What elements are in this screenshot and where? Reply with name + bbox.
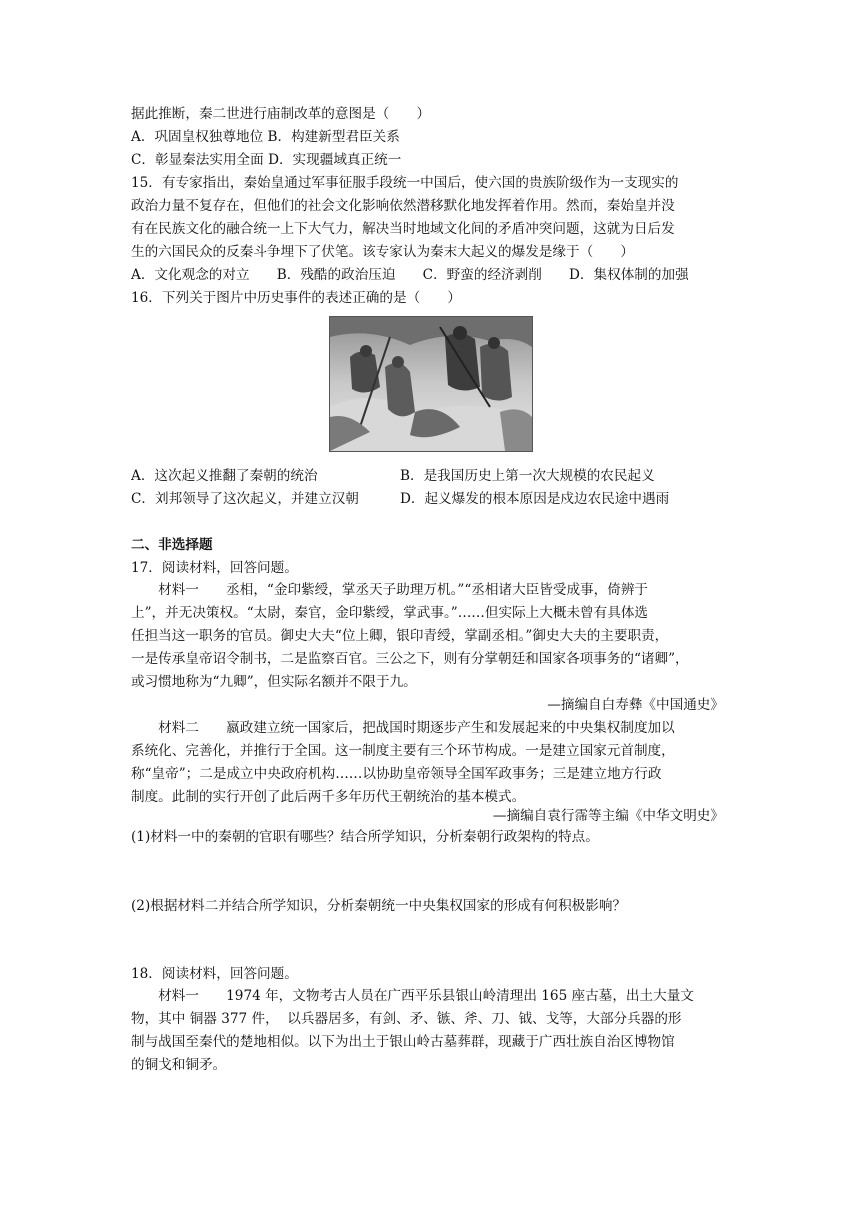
q17-subquestion-2: (2)根据材料二并结合所学知识，分析秦朝统一中央集权国家的形成有何积极影响？ xyxy=(131,898,627,914)
q15-options: A．文化观念的对立 B．残酷的政治压迫 C．野蛮的经济剥削 D．集权体制的加强 xyxy=(131,267,689,283)
material-2-line-1: 材料二 嬴政建立统一国家后，把战国时期逐步产生和发展起来的中央集权制度加以 xyxy=(131,720,675,736)
material-1-line-2: 上”，并无决策权。“太尉，秦官，金印紫绶，掌武事。”……但实际上大概未曾有具体选 xyxy=(131,605,649,621)
q16-option-a: A．这次起义推翻了秦朝的统治 xyxy=(131,468,318,484)
material-1-source: —摘编自白寿彝《中国通史》 xyxy=(547,697,724,713)
q15-line-1: 15．有专家指出，秦始皇通过军事征服手段统一中国后，使六国的贵族阶级作为一支现实的 xyxy=(131,175,679,191)
q17-stem: 17．阅读材料，回答问题。 xyxy=(131,560,298,576)
material-2-source: —摘编自袁行霈等主编《中华文明史》 xyxy=(492,808,724,824)
l1: 据此推断，秦二世进行庙制改革的意图是（ ） xyxy=(131,106,431,122)
material-1-line-4: 一是传承皇帝诏令制书，二是监察百官。三公之下，则有分掌朝廷和国家各项事务的“诸卿”， xyxy=(131,651,689,667)
q15-line-4: 生的六国民众的反秦斗争埋下了伏笔。该专家认为秦末大起义的爆发是缘于（ ） xyxy=(131,244,634,260)
q17-subquestion-1: (1)材料一中的秦朝的官职有哪些？结合所学知识，分析秦朝行政架构的特点。 xyxy=(131,829,599,845)
material-1-line-5: 或习惯地称为“九卿”，但实际名额并不限于九。 xyxy=(131,674,417,690)
q15-line-3: 有在民族文化的融合统一上下大气力，解决当时地域文化间的矛盾冲突问题，这就为日后发 xyxy=(131,221,675,237)
material-3-line-2: 物，其中 铜器 377 件， 以兵器居多，有剑、矛、镞、斧、刀、钺、戈等，大部分兵器的形 xyxy=(131,1011,682,1027)
q16-stem: 16．下列关于图片中历史事件的表述正确的是（ ） xyxy=(131,290,461,306)
material-1-line-3: 任担当这一职务的官员。御史大夫“位上卿，银印青绶，掌副丞相。”御史大夫的主要职责， xyxy=(131,628,669,644)
uprising-painting-art xyxy=(330,317,532,451)
material-3-line-4: 的铜戈和铜矛。 xyxy=(131,1057,227,1073)
material-2-line-3: 称“皇帝”；二是成立中央政府机构……以协助皇帝领导全国军政事务；三是建立地方行政 xyxy=(131,766,662,782)
q16-option-d: D．起义爆发的根本原因是戍边农民途中遇雨 xyxy=(400,491,670,507)
q16-option-b: B．是我国历史上第一次大规模的农民起义 xyxy=(400,468,655,484)
material-2-line-2: 系统化、完善化，并推行于全国。这一制度主要有三个环节构成。一是建立国家元首制度， xyxy=(131,743,675,759)
material-3-line-3: 制与战国至秦代的楚地相似。以下为出土于银山岭古墓葬群，现藏于广西壮族自治区博物馆 xyxy=(131,1034,675,1050)
q16-option-c: C．刘邦领导了这次起义，并建立汉朝 xyxy=(131,491,359,507)
material-1-line-1: 材料一 丞相，“金印紫绶，掌丞天子助理万机。”“丞相诸大臣皆受成事，倚辨于 xyxy=(131,582,649,598)
q15-line-2: 政治力量不复存在，但他们的社会文化影响依然潜移默化地发挥着作用。然而，秦始皇并没 xyxy=(131,198,675,214)
material-3-line-1: 材料一 1974 年，文物考古人员在广西平乐县银山岭清理出 165 座古墓，出土大量文 xyxy=(131,988,694,1004)
q18-stem: 18．阅读材料，回答问题。 xyxy=(131,966,298,982)
material-2-line-4: 制度。此制的实行开创了此后两千多年历代王朝统治的基本模式。 xyxy=(131,789,526,805)
uprising-painting xyxy=(329,316,533,452)
q14-options-ab: A．巩固皇权独尊地位 B．构建新型君臣关系 xyxy=(131,129,400,145)
q14-options-cd: C．彰显秦法实用全面 D．实现疆域真正统一 xyxy=(131,152,402,168)
section-2-title: 二、非选择题 xyxy=(131,537,213,553)
